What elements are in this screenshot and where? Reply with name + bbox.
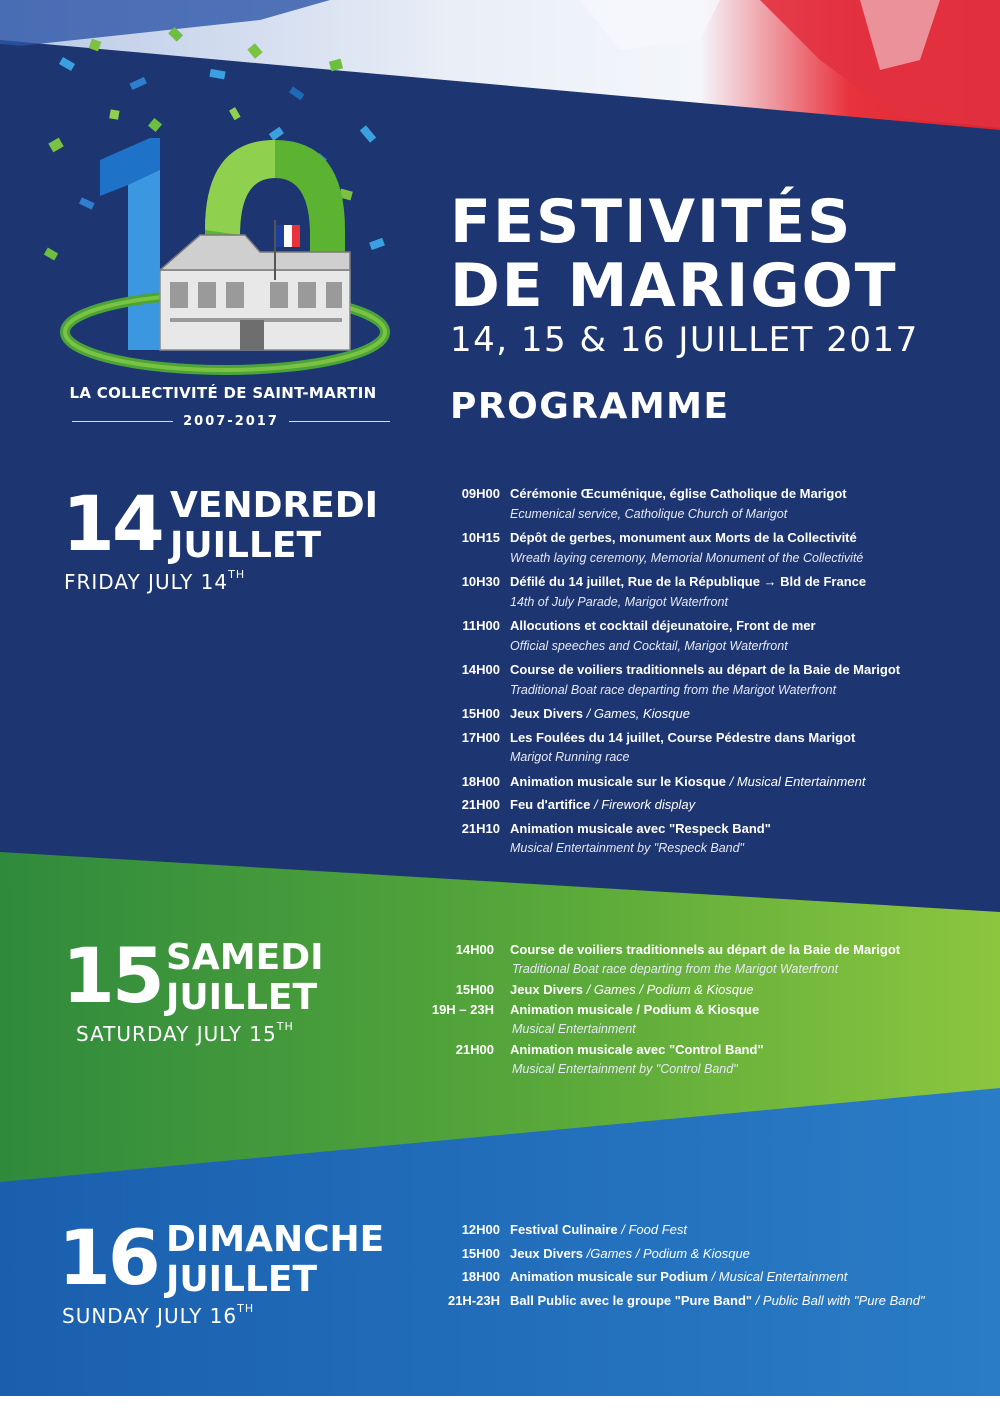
day-english: SATURDAY JULY 15TH bbox=[76, 1020, 294, 1046]
event-title-english: /Games / Podium & Kiosque bbox=[583, 1245, 750, 1261]
event-title: Animation musicale sur le Kiosque / Musical Entertainment bbox=[510, 773, 866, 789]
programme-heading: PROGRAMME bbox=[450, 386, 730, 427]
event-title: Festival Culinaire / Food Fest bbox=[510, 1222, 688, 1237]
event-time: 21H00 bbox=[455, 1042, 494, 1057]
event-title: Cérémonie Œcuménique, église Catholique de Marigot bbox=[510, 486, 847, 501]
event-time: 10H15 bbox=[461, 530, 500, 545]
event-subtitle: Official speeches and Cocktail, Marigot Waterfront bbox=[510, 638, 788, 653]
day-english: SUNDAY JULY 16TH bbox=[62, 1302, 255, 1328]
title-line-2: DE MARIGOT bbox=[450, 251, 898, 321]
event-title: Animation musicale avec "Respeck Band" bbox=[510, 820, 771, 836]
event-title: Course de voiliers traditionnels au départ de la Baie de Marigot bbox=[510, 662, 901, 677]
day-month: JUILLET bbox=[166, 977, 318, 1018]
event-title: Animation musicale sur Podium / Musical Entertainment bbox=[510, 1269, 848, 1284]
schedule-friday bbox=[400, 486, 980, 866]
day-name: VENDREDI bbox=[170, 485, 379, 526]
event-title-english: / Musical Entertainment bbox=[726, 773, 866, 789]
event-time: 15H00 bbox=[461, 1245, 500, 1261]
day-month: JUILLET bbox=[170, 525, 322, 566]
event-subtitle: Musical Entertainment bbox=[512, 1022, 636, 1036]
logo-years: 2007-2017 bbox=[183, 413, 279, 429]
day-month: JUILLET bbox=[166, 1259, 318, 1300]
event-time: 21H00 bbox=[461, 797, 500, 812]
event-time: 09H00 bbox=[461, 486, 500, 501]
event-time: 17H00 bbox=[461, 729, 500, 745]
event-subtitle: Musical Entertainment by "Control Band" bbox=[512, 1062, 738, 1076]
page-title bbox=[450, 187, 898, 321]
event-subtitle: Musical Entertainment by "Respeck Band" bbox=[510, 841, 744, 855]
event-time: 18H00 bbox=[461, 1269, 500, 1284]
event-title-english: / Games, Kiosque bbox=[583, 706, 690, 721]
day-header-14 bbox=[62, 479, 422, 604]
event-title-english: / Food Fest bbox=[617, 1222, 688, 1237]
event-subtitle: 14th of July Parade, Marigot Waterfront bbox=[510, 594, 728, 609]
event-title: Ball Public avec le groupe "Pure Band" / Public Ball with "Pure Band" bbox=[510, 1292, 925, 1308]
event-dates: 14, 15 & 16 JUILLET 2017 bbox=[450, 320, 919, 360]
event-time: 14H00 bbox=[455, 942, 494, 957]
event-title-english: / Games / Podium & Kiosque bbox=[583, 982, 754, 997]
event-time: 11H00 bbox=[462, 618, 500, 633]
event-title: Animation musicale avec "Control Band" bbox=[510, 1042, 764, 1057]
event-subtitle: Traditional Boat race departing from the Marigot Waterfront bbox=[510, 682, 837, 697]
event-title: Les Foulées du 14 juillet, Course Pédestre dans Marigot bbox=[510, 729, 856, 745]
event-title-english: / Public Ball with "Pure Band" bbox=[752, 1292, 925, 1308]
schedule-sunday bbox=[400, 1222, 990, 1322]
event-subtitle: Wreath laying ceremony, Memorial Monument of the Collectivité bbox=[510, 550, 864, 565]
day-name: SAMEDI bbox=[166, 937, 324, 978]
event-time: 21H10 bbox=[461, 820, 500, 836]
event-title-english: / Firework display bbox=[590, 797, 696, 812]
event-subtitle: Traditional Boat race departing from the Marigot Waterfront bbox=[512, 962, 839, 976]
event-title: Animation musicale / Podium & Kiosque bbox=[510, 1002, 760, 1017]
divider bbox=[72, 421, 173, 422]
title-line-1: FESTIVITÉS bbox=[450, 187, 853, 257]
event-time: 15H00 bbox=[461, 706, 500, 721]
event-time: 18H00 bbox=[461, 773, 500, 789]
event-time: 21H-23H bbox=[447, 1292, 500, 1308]
event-title: Jeux Divers / Games, Kiosque bbox=[510, 706, 690, 721]
schedule-saturday bbox=[400, 942, 980, 1082]
day-number: 15 bbox=[62, 931, 162, 1020]
logo-caption: LA COLLECTIVITÉ DE SAINT-MARTIN bbox=[69, 384, 377, 402]
event-time: 10H30 bbox=[461, 574, 500, 589]
anniversary-logo bbox=[30, 20, 410, 440]
event-subtitle: Ecumenical service, Catholique Church of Marigot bbox=[510, 506, 788, 521]
day-name: DIMANCHE bbox=[166, 1219, 385, 1260]
event-title: Course de voiliers traditionnels au départ de la Baie de Marigot bbox=[510, 942, 901, 957]
event-title: Jeux Divers / Games / Podium & Kiosque bbox=[510, 982, 754, 997]
day-number: 16 bbox=[58, 1213, 158, 1302]
divider bbox=[289, 421, 390, 422]
day-number: 14 bbox=[62, 479, 162, 568]
event-title: Allocutions et cocktail déjeunatoire, Front de mer bbox=[510, 618, 816, 633]
logo-years-row bbox=[72, 410, 390, 432]
event-title: Jeux Divers /Games / Podium & Kiosque bbox=[510, 1245, 750, 1261]
town-hall-icon bbox=[160, 235, 350, 350]
event-title: Défilé du 14 juillet, Rue de la République → Bld de France bbox=[510, 574, 867, 589]
event-subtitle: Marigot Running race bbox=[510, 750, 630, 764]
event-title: Feu d'artifice / Firework display bbox=[510, 797, 696, 812]
day-header-16 bbox=[58, 1213, 438, 1338]
event-time: 19H – 23H bbox=[431, 1002, 494, 1017]
event-time: 14H00 bbox=[461, 662, 500, 677]
event-time: 15H00 bbox=[455, 982, 494, 997]
day-header-15 bbox=[62, 931, 422, 1056]
day-english: FRIDAY JULY 14TH bbox=[64, 568, 246, 594]
event-time: 12H00 bbox=[461, 1222, 500, 1237]
event-title: Dépôt de gerbes, monument aux Morts de la Collectivité bbox=[510, 530, 857, 545]
event-title-english: / Musical Entertainment bbox=[707, 1269, 848, 1284]
